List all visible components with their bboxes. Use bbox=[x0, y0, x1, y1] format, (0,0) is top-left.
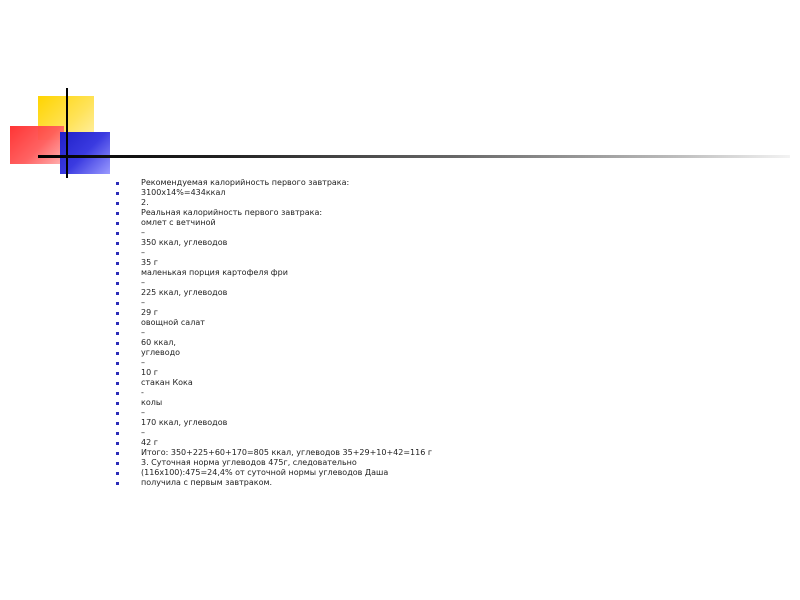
list-item-text: колы bbox=[141, 398, 163, 407]
bullet-icon bbox=[116, 482, 119, 485]
list-item-text: 2. bbox=[141, 198, 149, 207]
bullet-icon bbox=[116, 422, 119, 425]
list-item bbox=[116, 178, 616, 188]
bullet-icon bbox=[116, 312, 119, 315]
list-item-text: углеводо bbox=[141, 348, 181, 357]
bullet-icon bbox=[116, 342, 119, 345]
list-item bbox=[116, 458, 616, 468]
list-item-text: 350 ккал, углеводов bbox=[141, 238, 228, 247]
list-item bbox=[116, 438, 616, 448]
bullet-list bbox=[116, 178, 616, 488]
list-item-text: 29 г bbox=[141, 308, 158, 317]
list-item bbox=[116, 368, 616, 378]
list-item bbox=[116, 338, 616, 348]
list-item bbox=[116, 348, 616, 358]
list-item bbox=[116, 478, 616, 488]
list-item bbox=[116, 388, 616, 398]
bullet-icon bbox=[116, 462, 119, 465]
list-item-text: - bbox=[141, 388, 144, 397]
list-item bbox=[116, 448, 616, 458]
bullet-icon bbox=[116, 292, 119, 295]
list-item bbox=[116, 418, 616, 428]
list-item bbox=[116, 398, 616, 408]
list-item-text: – bbox=[141, 298, 145, 307]
bullet-icon bbox=[116, 222, 119, 225]
bullet-icon bbox=[116, 242, 119, 245]
header-divider-line bbox=[38, 155, 790, 158]
list-item-text: Итого: 350+225+60+170=805 ккал, углеводов 35+29+10+42=116 г bbox=[141, 448, 433, 457]
list-item-text: – bbox=[141, 408, 145, 417]
list-item-text: 60 ккал, bbox=[141, 338, 176, 347]
bullet-icon bbox=[116, 272, 119, 275]
logo-red-square bbox=[10, 126, 64, 164]
list-item-text: омлет с ветчиной bbox=[141, 218, 216, 227]
slide-body bbox=[116, 178, 616, 488]
list-item bbox=[116, 228, 616, 238]
bullet-icon bbox=[116, 392, 119, 395]
list-item bbox=[116, 288, 616, 298]
list-item-text: 35 г bbox=[141, 258, 158, 267]
list-item-text: 42 г bbox=[141, 438, 158, 447]
bullet-icon bbox=[116, 232, 119, 235]
logo-vertical-line bbox=[66, 88, 68, 178]
list-item-text: 225 ккал, углеводов bbox=[141, 288, 228, 297]
list-item bbox=[116, 198, 616, 208]
list-item-text: 3. Суточная норма углеводов 475г, следовательно bbox=[141, 458, 357, 467]
list-item bbox=[116, 188, 616, 198]
bullet-icon bbox=[116, 212, 119, 215]
bullet-icon bbox=[116, 452, 119, 455]
bullet-icon bbox=[116, 442, 119, 445]
bullet-icon bbox=[116, 382, 119, 385]
list-item bbox=[116, 238, 616, 248]
list-item-text: (116х100):475=24,4% от суточной нормы углеводов Даша bbox=[141, 468, 389, 477]
list-item-text: получила с первым завтраком. bbox=[141, 478, 273, 487]
list-item-text: 10 г bbox=[141, 368, 158, 377]
list-item-text: 3100х14%=434ккал bbox=[141, 188, 226, 197]
bullet-icon bbox=[116, 252, 119, 255]
list-item-text: – bbox=[141, 248, 145, 257]
list-item bbox=[116, 328, 616, 338]
list-item bbox=[116, 408, 616, 418]
list-item bbox=[116, 308, 616, 318]
bullet-icon bbox=[116, 302, 119, 305]
list-item-text: – bbox=[141, 358, 145, 367]
list-item-text: – bbox=[141, 328, 145, 337]
bullet-icon bbox=[116, 472, 119, 475]
bullet-icon bbox=[116, 282, 119, 285]
bullet-icon bbox=[116, 322, 119, 325]
bullet-icon bbox=[116, 372, 119, 375]
list-item bbox=[116, 318, 616, 328]
bullet-icon bbox=[116, 332, 119, 335]
list-item-text: маленькая порция картофеля фри bbox=[141, 268, 288, 277]
bullet-icon bbox=[116, 192, 119, 195]
list-item-text: – bbox=[141, 428, 145, 437]
list-item-text: 170 ккал, углеводов bbox=[141, 418, 228, 427]
list-item-text: овощной салат bbox=[141, 318, 205, 327]
list-item bbox=[116, 468, 616, 478]
list-item-text: Рекомендуемая калорийность первого завтрака: bbox=[141, 178, 350, 187]
bullet-icon bbox=[116, 362, 119, 365]
bullet-icon bbox=[116, 182, 119, 185]
list-item bbox=[116, 428, 616, 438]
bullet-icon bbox=[116, 432, 119, 435]
list-item-text: – bbox=[141, 228, 145, 237]
list-item bbox=[116, 268, 616, 278]
bullet-icon bbox=[116, 202, 119, 205]
bullet-icon bbox=[116, 352, 119, 355]
list-item-text: Реальная калорийность первого завтрака: bbox=[141, 208, 323, 217]
list-item bbox=[116, 208, 616, 218]
list-item bbox=[116, 378, 616, 388]
list-item bbox=[116, 218, 616, 228]
bullet-icon bbox=[116, 262, 119, 265]
bullet-icon bbox=[116, 402, 119, 405]
list-item-text: – bbox=[141, 278, 145, 287]
bullet-icon bbox=[116, 412, 119, 415]
list-item bbox=[116, 278, 616, 288]
list-item bbox=[116, 298, 616, 308]
list-item bbox=[116, 358, 616, 368]
list-item-text: стакан Кока bbox=[141, 378, 193, 387]
list-item bbox=[116, 258, 616, 268]
list-item bbox=[116, 248, 616, 258]
